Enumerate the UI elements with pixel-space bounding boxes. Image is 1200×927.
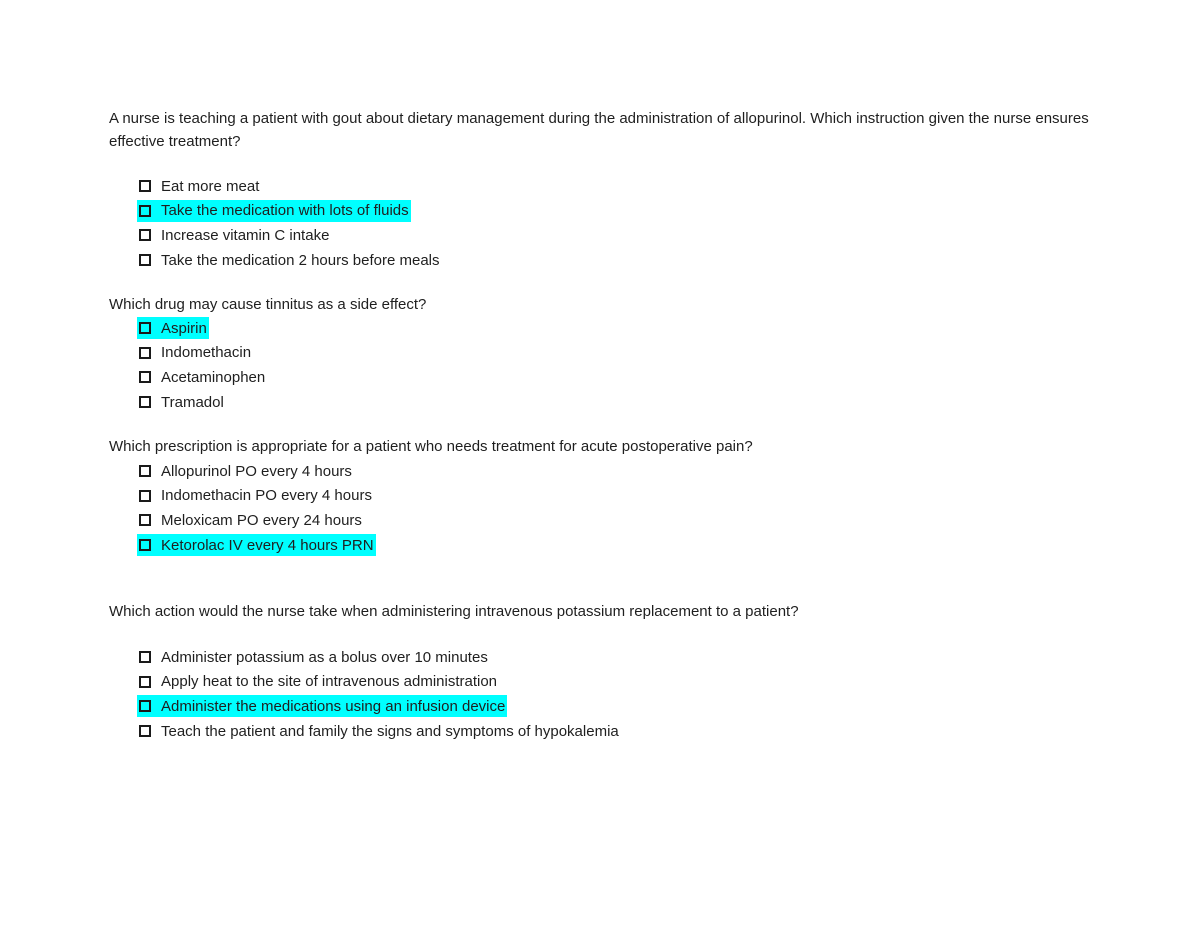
question-4-options xyxy=(137,645,621,743)
option[interactable] xyxy=(137,174,442,199)
option[interactable] xyxy=(137,670,621,695)
checkbox-icon[interactable] xyxy=(139,254,151,266)
option[interactable] xyxy=(137,316,267,341)
option-label: Aspirin xyxy=(161,319,207,337)
checkbox-icon[interactable] xyxy=(139,539,151,551)
option-label: Indomethacin PO every 4 hours xyxy=(161,487,372,505)
option[interactable] xyxy=(137,248,442,273)
option[interactable] xyxy=(137,533,376,558)
option-label: Tramadol xyxy=(161,393,224,411)
checkbox-icon[interactable] xyxy=(139,465,151,477)
checkbox-icon[interactable] xyxy=(139,490,151,502)
option-label: Acetaminophen xyxy=(161,368,266,386)
checkbox-icon[interactable] xyxy=(139,371,151,383)
option[interactable] xyxy=(137,365,267,390)
checkbox-icon[interactable] xyxy=(139,514,151,526)
question-2-options xyxy=(137,316,267,414)
option[interactable] xyxy=(137,508,376,533)
question-3-options xyxy=(137,459,376,557)
option[interactable] xyxy=(137,341,267,366)
checkbox-icon[interactable] xyxy=(139,322,151,334)
option-wrapper xyxy=(137,249,442,271)
option-highlight xyxy=(137,317,209,339)
option-label: Take the medication with lots of fluids xyxy=(161,202,409,220)
option[interactable] xyxy=(137,484,376,509)
option-wrapper xyxy=(137,175,261,197)
option-label: Apply heat to the site of intravenous administration xyxy=(161,673,498,691)
question-1-text: A nurse is teaching a patient with gout about dietary management during the administration of allopurinol. Which instruction given the nurse ensures effective treatment? xyxy=(109,110,1089,150)
option-wrapper xyxy=(137,509,364,531)
option-label: Allopurinol PO every 4 hours xyxy=(161,462,352,480)
checkbox-icon[interactable] xyxy=(139,229,151,241)
option-label: Administer the medications using an infusion device xyxy=(161,697,506,715)
checkbox-icon[interactable] xyxy=(139,347,151,359)
option-wrapper xyxy=(137,391,226,413)
option-wrapper xyxy=(137,485,374,507)
option-label: Eat more meat xyxy=(161,177,260,195)
option-label: Increase vitamin C intake xyxy=(161,226,330,244)
option-label: Indomethacin xyxy=(161,344,252,362)
option[interactable] xyxy=(137,390,267,415)
checkbox-icon[interactable] xyxy=(139,700,151,712)
option-wrapper xyxy=(137,720,621,742)
option-label: Teach the patient and family the signs and symptoms of hypokalemia xyxy=(161,722,619,740)
option[interactable] xyxy=(137,694,621,719)
option[interactable] xyxy=(137,645,621,670)
option-highlight xyxy=(137,695,507,717)
option-label: Ketorolac IV every 4 hours PRN xyxy=(161,536,374,554)
option-wrapper xyxy=(137,342,253,364)
option[interactable] xyxy=(137,199,442,224)
checkbox-icon[interactable] xyxy=(139,725,151,737)
question-3-text: Which prescription is appropriate for a patient who needs treatment for acute postoperative pain? xyxy=(109,438,753,455)
checkbox-icon[interactable] xyxy=(139,676,151,688)
option-label: Meloxicam PO every 24 hours xyxy=(161,511,362,529)
checkbox-icon[interactable] xyxy=(139,205,151,217)
option-wrapper xyxy=(137,671,499,693)
question-4-text: Which action would the nurse take when administering intravenous potassium replacement to a patient? xyxy=(109,603,799,620)
option[interactable] xyxy=(137,719,621,744)
option-wrapper xyxy=(137,460,354,482)
option-wrapper xyxy=(137,224,331,246)
option-label: Administer potassium as a bolus over 10 minutes xyxy=(161,648,488,666)
option-label: Take the medication 2 hours before meals xyxy=(161,251,440,269)
checkbox-icon[interactable] xyxy=(139,396,151,408)
question-1-options xyxy=(137,174,442,272)
option-wrapper xyxy=(137,366,267,388)
option[interactable] xyxy=(137,223,442,248)
option-wrapper xyxy=(137,646,490,668)
option-highlight xyxy=(137,200,411,222)
checkbox-icon[interactable] xyxy=(139,651,151,663)
option-highlight xyxy=(137,534,376,556)
option[interactable] xyxy=(137,459,376,484)
question-2-text: Which drug may cause tinnitus as a side effect? xyxy=(109,296,427,313)
checkbox-icon[interactable] xyxy=(139,180,151,192)
